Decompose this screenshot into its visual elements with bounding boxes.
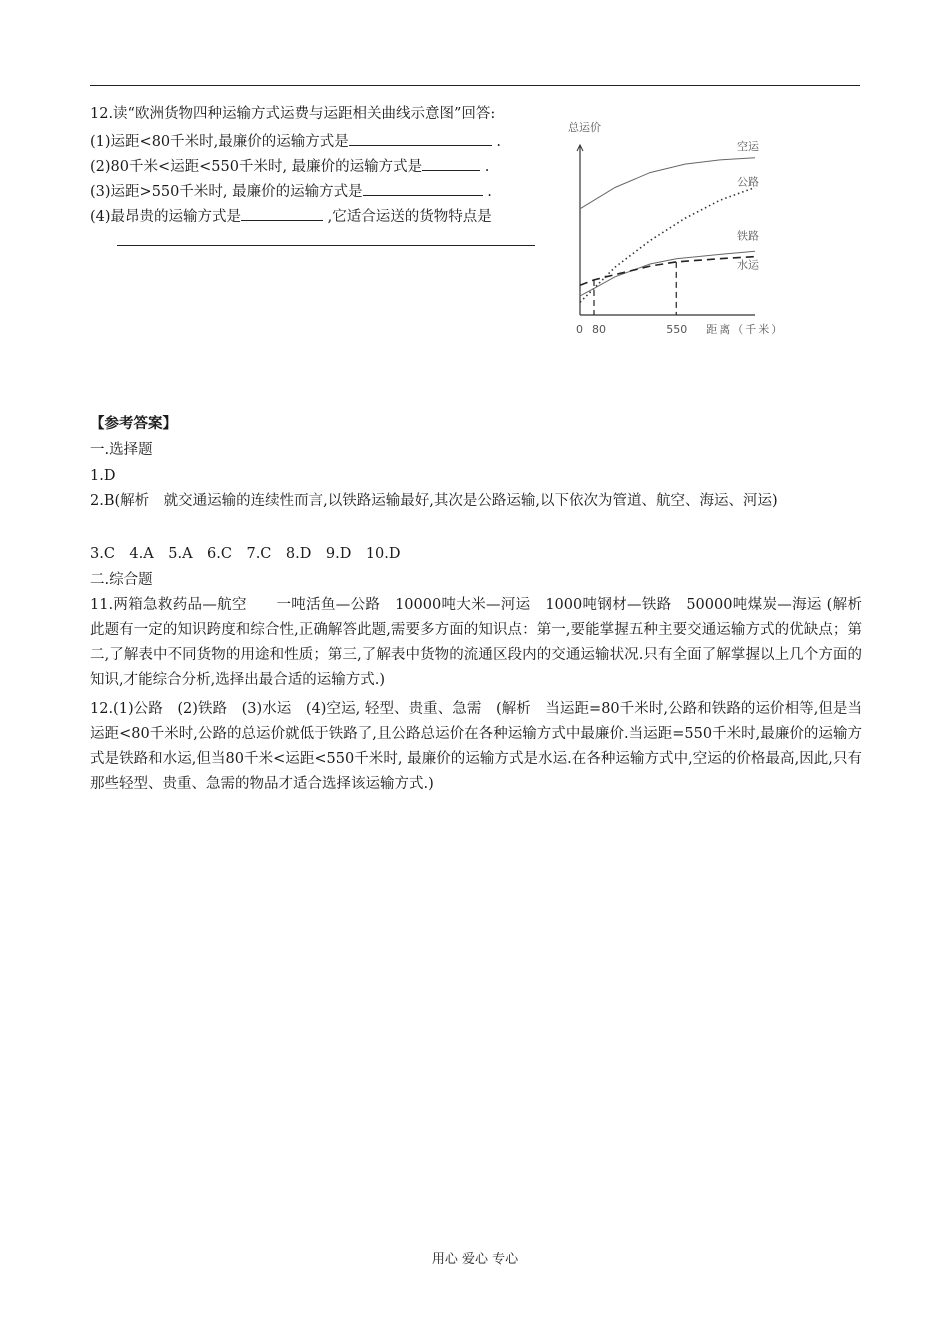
transport-cost-chart (560, 115, 785, 340)
answers-section-2-title: 二.综合题 (90, 572, 153, 588)
q4-answer-blank[interactable] (241, 205, 323, 221)
q2-prefix: (2)80千米<运距<550千米时, 最廉价的运输方式是 (90, 159, 423, 175)
question-12-stem: 12.读“欧洲货物四种运输方式运费与运距相关曲线示意图”回答: (90, 106, 496, 122)
series-label: 公路 (737, 175, 759, 189)
q4-middle: ,它适合运送的货物特点是 (327, 209, 492, 225)
q1-answer-blank[interactable] (349, 130, 492, 146)
x-axis-label: 距离（千米） (706, 323, 785, 336)
series-label: 水运 (737, 258, 759, 272)
answer-1: 1.D (90, 468, 116, 484)
series-label: 空运 (737, 139, 759, 153)
q4-feature-answer-line[interactable] (117, 245, 535, 246)
y-axis-label: 总运价 (568, 121, 601, 134)
answers-3-to-10: 3.C 4.A 5.A 6.C 7.C 8.D 9.D 10.D (90, 546, 401, 562)
answer-12: 12.(1)公路 (2)铁路 (3)水运 (4)空运, 轻型、贵重、急需 (解析 当运距=80千米时,公路和铁路的运价相等,但是当运距<80千米时,公路的总运价就低于铁路了,且公路总运价在各种运输方式中最廉价.当运距=550千米时,最廉价的运输方式是铁路和水运,但当80千米<运距<550千米时, 最廉价的运输方式是水运.在各种运输方式中,空运的价格最高,因此,只有那些轻型、贵重、急需的物品才适合选择该运输方式.) (90, 701, 862, 792)
x-tick-label: 80 (592, 323, 606, 336)
q1-prefix: (1)运距<80千米时,最廉价的运输方式是 (90, 134, 349, 150)
answer-11: 11.两箱急救药品—航空 一吨活鱼—公路 10000吨大米—河运 1000吨钢材—铁路 50000吨煤炭—海运 (解析 此题有一定的知识跨度和综合性,正确解答此题,需要多方面的知识点：第一,要能掌握五种主要交通运输方式的优缺点；第二,了解表中不同货物的用途和性质；第三,了解表中货物的流通区段内的交通运输状况.只有全面了解掌握以上几个方面的知识,才能综合分析,选择出最合适的运输方式.) (90, 597, 877, 688)
q2-answer-blank[interactable] (422, 155, 480, 171)
q3-suffix: . (487, 184, 492, 200)
q3-prefix: (3)运距>550千米时, 最廉价的运输方式是 (90, 184, 363, 200)
answers-heading: 【参考答案】 (90, 415, 177, 432)
question-12-part-1 (90, 130, 501, 152)
q2-suffix: . (484, 159, 490, 175)
question-12-part-2 (90, 155, 489, 177)
answer-2: 2.B(解析 就交通运输的连续性而言,以铁路运输最好,其次是公路运输,以下依次为管道、航空、海运、河运) (90, 493, 778, 509)
page-footer: 用心 爱心 专心 (431, 1252, 519, 1267)
question-12-part-4 (90, 205, 492, 227)
x-tick-label: 550 (666, 323, 688, 336)
series-line (580, 251, 755, 296)
x-tick-label: 0 (576, 323, 583, 336)
q1-suffix: . (496, 134, 501, 150)
chart-curves (580, 158, 755, 302)
q4-prefix: (4)最昂贵的运输方式是 (90, 209, 242, 225)
q3-answer-blank[interactable] (363, 180, 483, 196)
question-12-part-3 (90, 180, 492, 202)
answers-section-1-title: 一.选择题 (90, 442, 153, 458)
series-label: 铁路 (737, 229, 759, 243)
series-line (580, 158, 755, 209)
header-rule (90, 85, 860, 86)
series-line (580, 188, 755, 303)
